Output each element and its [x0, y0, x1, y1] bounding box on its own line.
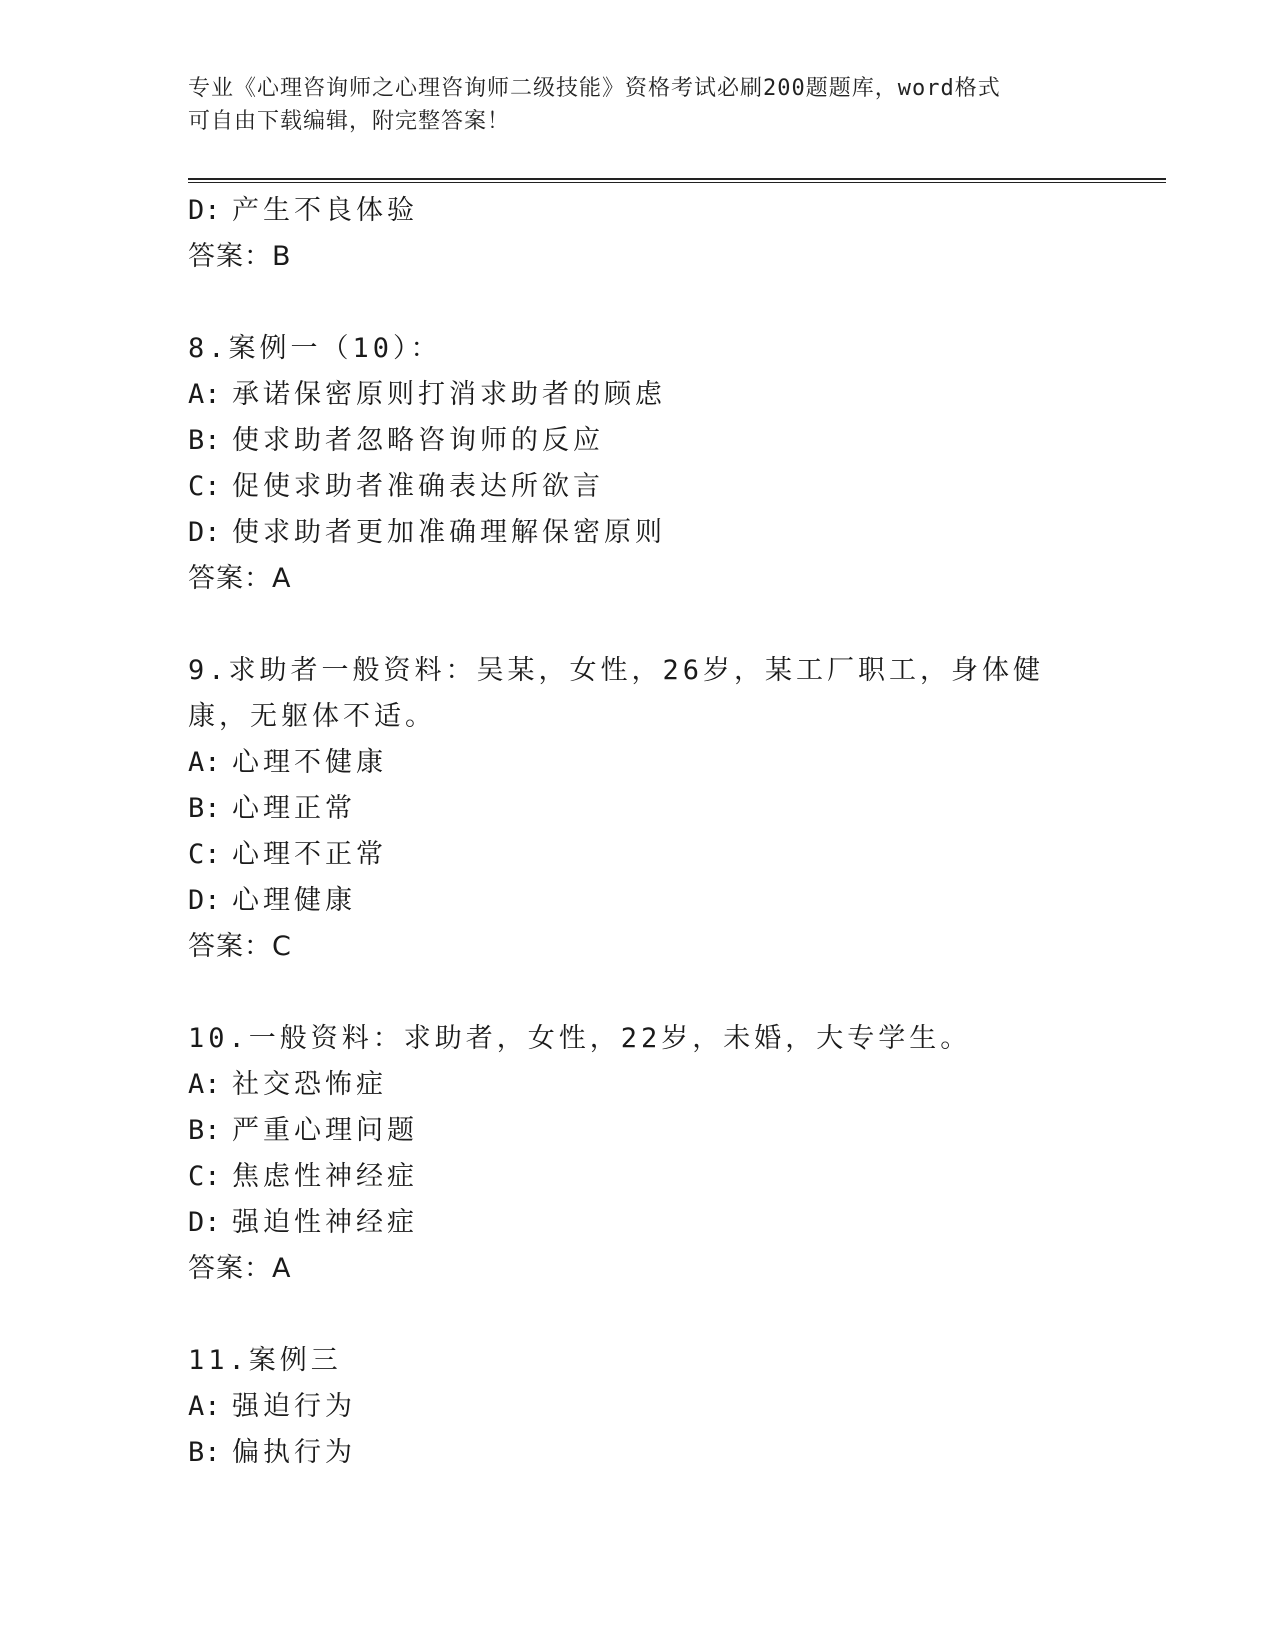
option-d [188, 510, 1148, 556]
option-a [188, 372, 1148, 418]
option-label: B: [188, 1437, 221, 1468]
option-text: 社交恐怖症 [232, 1069, 387, 1100]
option-c [188, 1154, 1148, 1200]
header-line-2: 可自由下载编辑，附完整答案！ [188, 109, 511, 134]
option-text: 使求助者忽略咨询师的反应 [232, 425, 604, 456]
question-stem: 11.案例三 [188, 1345, 342, 1376]
question-stem: 8.案例一（10）： [188, 333, 442, 364]
option-text: 强迫行为 [232, 1391, 356, 1422]
option-label: D: [188, 1207, 221, 1238]
option-d [188, 1200, 1148, 1246]
answer: 答案：C [188, 931, 292, 962]
option-text: 产生不良体验 [232, 195, 418, 226]
question-stem: 10.一般资料：求助者，女性，22岁，未婚，大专学生。 [188, 1023, 972, 1054]
option-label: C: [188, 1161, 221, 1192]
page-header [188, 72, 1068, 138]
option-d [188, 878, 1148, 924]
header-divider [188, 178, 1166, 183]
option-b [188, 1430, 1148, 1476]
option-text: 促使求助者准确表达所欲言 [232, 471, 604, 502]
option-label: C: [188, 839, 221, 870]
option-text: 使求助者更加准确理解保密原则 [232, 517, 666, 548]
option-text: 心理不正常 [232, 839, 387, 870]
option-text: 心理健康 [232, 885, 356, 916]
answer: 答案：A [188, 1253, 292, 1284]
option-label: A: [188, 1069, 221, 1100]
option-text: 强迫性神经症 [232, 1207, 418, 1238]
option-label: D: [188, 885, 221, 916]
option-label: C: [188, 471, 221, 502]
option-text: 心理不健康 [232, 747, 387, 778]
option-label: B: [188, 793, 221, 824]
question-stem: 9.求助者一般资料：吴某，女性，26岁，某工厂职工，身体健康，无躯体不适。 [188, 655, 1045, 732]
option-c [188, 832, 1148, 878]
option-label: A: [188, 747, 221, 778]
option-a [188, 740, 1148, 786]
answer: 答案：A [188, 563, 292, 594]
option-text: 承诺保密原则打消求助者的顾虑 [232, 379, 666, 410]
option-d [188, 188, 1148, 234]
answer: 答案：B [188, 241, 292, 272]
option-b [188, 786, 1148, 832]
option-text: 严重心理问题 [232, 1115, 418, 1146]
option-text: 偏执行为 [232, 1437, 356, 1468]
option-a [188, 1384, 1148, 1430]
option-label: B: [188, 425, 221, 456]
option-text: 焦虑性神经症 [232, 1161, 418, 1192]
option-label: B: [188, 1115, 221, 1146]
option-text: 心理正常 [232, 793, 356, 824]
option-a [188, 1062, 1148, 1108]
option-b [188, 1108, 1148, 1154]
option-label: D: [188, 195, 221, 226]
header-line-1: 专业《心理咨询师之心理咨询师二级技能》资格考试必刷200题题库，word格式 [188, 76, 1001, 101]
option-label: A: [188, 1391, 221, 1422]
option-b [188, 418, 1148, 464]
option-label: D: [188, 517, 221, 548]
question-content [188, 188, 1148, 1476]
option-label: A: [188, 379, 221, 410]
option-c [188, 464, 1148, 510]
